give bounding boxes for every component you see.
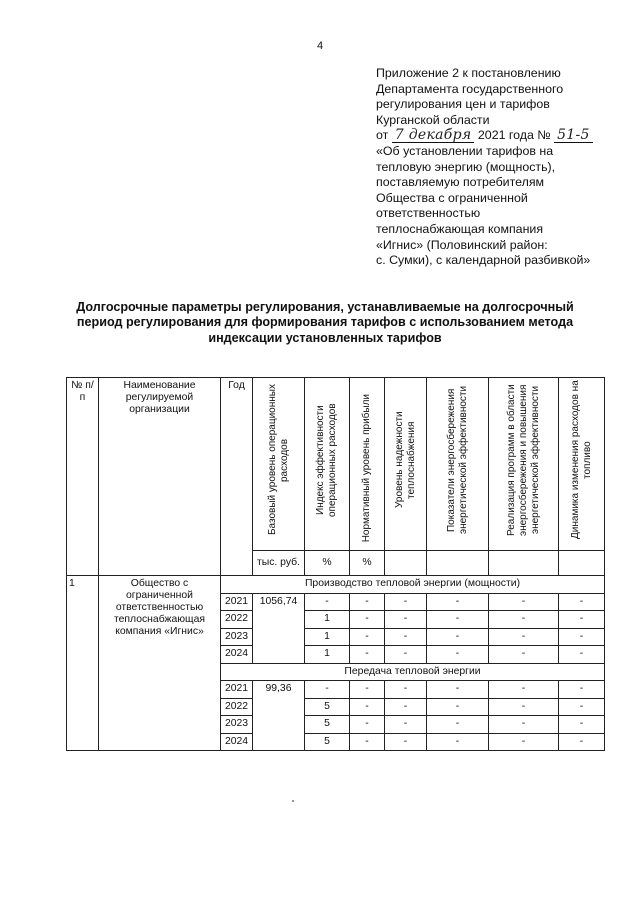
document-title: [60, 300, 590, 346]
fuel-cell: -: [559, 628, 605, 646]
profit-cell: -: [350, 646, 385, 664]
section-title-row: [67, 576, 605, 594]
unit-empty: [427, 551, 489, 576]
energy-cell: -: [427, 646, 489, 664]
header-programs-cell: [489, 378, 559, 551]
reliability-cell: -: [385, 611, 427, 629]
title-line: Долгосрочные параметры регулирования, устанавливаемые на долгосрочный: [76, 300, 574, 314]
base-value: 99,36: [253, 681, 305, 751]
reliability-cell: -: [385, 593, 427, 611]
fuel-cell: -: [559, 698, 605, 716]
fuel-cell: -: [559, 716, 605, 734]
unit-profit: %: [350, 551, 385, 576]
year-text: 2021 года №: [477, 128, 551, 143]
programs-cell: -: [489, 611, 559, 629]
header-year: Год: [221, 378, 253, 576]
header-index: Индекс эффективности операционных расходов: [315, 403, 338, 517]
fuel-cell: -: [559, 646, 605, 664]
section-title: Производство тепловой энергии (мощности): [221, 576, 605, 594]
unit-empty: [385, 551, 427, 576]
programs-cell: -: [489, 698, 559, 716]
header-org: Наименование регулируемой организации: [99, 378, 221, 576]
header-energy: Показатели энергосбережения энергетической эффективности: [445, 385, 469, 535]
energy-cell: -: [427, 681, 489, 699]
index-cell: 1: [305, 611, 350, 629]
fuel-cell: -: [559, 593, 605, 611]
programs-cell: -: [489, 716, 559, 734]
header-row: [67, 378, 605, 551]
fuel-cell: -: [559, 681, 605, 699]
index-cell: -: [305, 681, 350, 699]
appendix-line: регулирования цен и тарифов: [376, 97, 550, 112]
index-cell: 5: [305, 716, 350, 734]
index-cell: 5: [305, 733, 350, 751]
row-number: 1: [67, 576, 99, 751]
reliability-cell: -: [385, 681, 427, 699]
parameters-table: [66, 377, 605, 751]
header-reliability-cell: [385, 378, 427, 551]
header-num: № п/п: [67, 378, 99, 576]
year-cell: 2024: [221, 733, 253, 751]
year-cell: 2022: [221, 611, 253, 629]
decree-line: ответственностью: [376, 206, 481, 221]
decree-line: «Игнис» (Половинский район:: [376, 237, 548, 252]
handwritten-number: 51-5: [554, 129, 593, 143]
appendix-block: [376, 66, 638, 269]
unit-empty: [559, 551, 605, 576]
decree-line: теплоснабжающая компания: [376, 221, 544, 236]
year-cell: 2024: [221, 646, 253, 664]
year-cell: 2023: [221, 716, 253, 734]
year-cell: 2022: [221, 698, 253, 716]
year-cell: 2021: [221, 681, 253, 699]
header-index-cell: [305, 378, 350, 551]
energy-cell: -: [427, 628, 489, 646]
decree-line: Общества с ограниченной: [376, 190, 528, 205]
appendix-line: Курганской области: [376, 112, 490, 127]
index-cell: 5: [305, 698, 350, 716]
profit-cell: -: [350, 611, 385, 629]
header-base: Базовый уровень операционных расходов: [266, 384, 290, 536]
reliability-cell: -: [385, 716, 427, 734]
header-fuel-cell: [559, 378, 605, 551]
base-value: 1056,74: [253, 593, 305, 663]
profit-cell: -: [350, 593, 385, 611]
energy-cell: -: [427, 611, 489, 629]
decree-line: с. Сумки), с календарной разбивкой»: [376, 253, 591, 268]
header-programs: Реализация программ в области энергосбережения и повышения энергетической эффективности: [505, 384, 541, 536]
reliability-cell: -: [385, 646, 427, 664]
index-cell: 1: [305, 628, 350, 646]
header-profit: Нормативный уровень прибыли: [361, 393, 372, 542]
year-cell: 2021: [221, 593, 253, 611]
energy-cell: -: [427, 698, 489, 716]
decree-line: тепловую энергию (мощность),: [376, 159, 556, 174]
decree-date-line: [376, 128, 638, 144]
programs-cell: -: [489, 646, 559, 664]
profit-cell: -: [350, 716, 385, 734]
programs-cell: -: [489, 733, 559, 751]
unit-empty: [489, 551, 559, 576]
profit-cell: -: [350, 698, 385, 716]
appendix-line: Департамента государственного: [376, 81, 564, 96]
index-cell: 1: [305, 646, 350, 664]
date-prefix: от: [376, 128, 389, 143]
energy-cell: -: [427, 716, 489, 734]
title-line: индексации установленных тарифов: [208, 330, 442, 345]
page-number: 4: [316, 40, 324, 52]
decree-line: поставляемую потребителям: [376, 175, 545, 190]
header-energy-cell: [427, 378, 489, 551]
unit-index: %: [305, 551, 350, 576]
programs-cell: -: [489, 593, 559, 611]
reliability-cell: -: [385, 698, 427, 716]
unit-base: тыс. руб.: [253, 551, 305, 576]
reliability-cell: -: [385, 628, 427, 646]
profit-cell: -: [350, 733, 385, 751]
title-line: период регулирования для формирования тарифов с использованием метода: [76, 315, 574, 330]
programs-cell: -: [489, 681, 559, 699]
energy-cell: -: [427, 733, 489, 751]
handwritten-date: 7 декабря: [392, 129, 475, 143]
appendix-line: Приложение 2 к постановлению: [376, 66, 561, 80]
programs-cell: -: [489, 628, 559, 646]
year-cell: 2023: [221, 628, 253, 646]
reliability-cell: -: [385, 733, 427, 751]
stray-mark: [292, 800, 294, 802]
header-fuel: Динамика изменения расходов на топливо: [569, 380, 593, 540]
energy-cell: -: [427, 593, 489, 611]
header-base-cell: [253, 378, 305, 551]
profit-cell: -: [350, 628, 385, 646]
fuel-cell: -: [559, 733, 605, 751]
header-reliability: Уровень надежности теплоснабжения: [393, 411, 417, 509]
section-title: Передача тепловой энергии: [221, 663, 605, 681]
decree-line: «Об установлении тарифов на: [376, 143, 554, 158]
organization-name: Общество с ограниченной ответственностью теплоснабжающая компания «Игнис»: [99, 576, 221, 751]
header-profit-cell: [350, 378, 385, 551]
profit-cell: -: [350, 681, 385, 699]
index-cell: -: [305, 593, 350, 611]
fuel-cell: -: [559, 611, 605, 629]
